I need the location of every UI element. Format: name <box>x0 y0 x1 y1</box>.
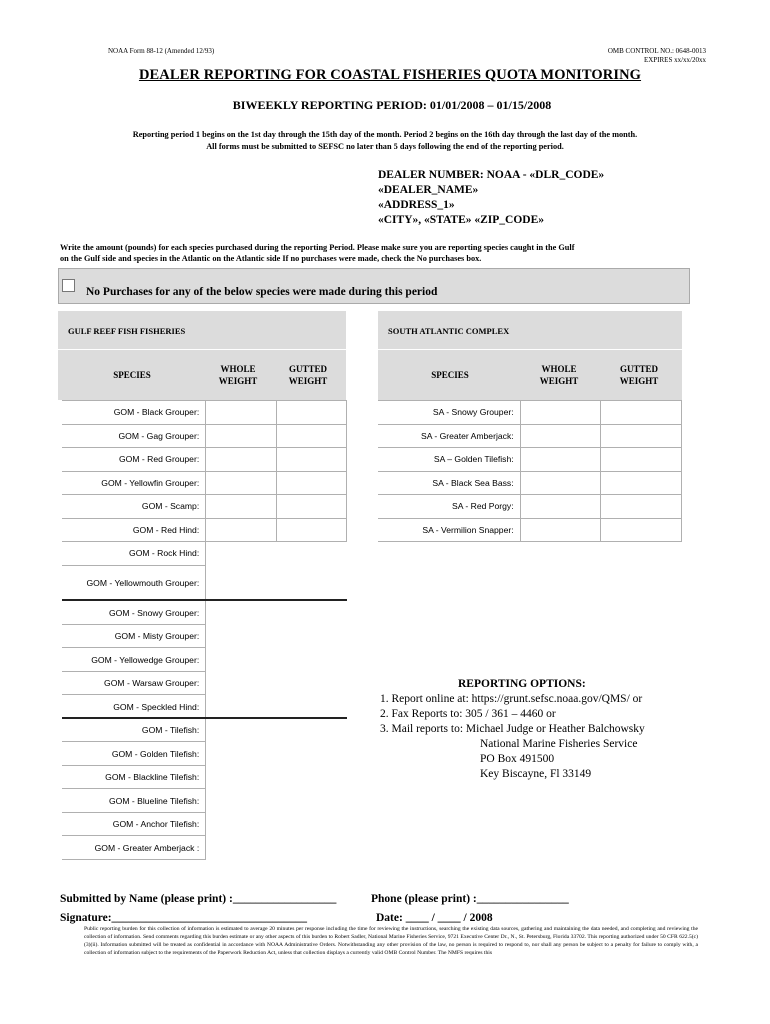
option-fax: 2. Fax Reports to: 305 / 361 – 4460 or <box>380 708 556 720</box>
gulf-row <box>62 836 347 860</box>
atlantic-species-label: SA - Vermilion Snapper: <box>378 518 520 542</box>
gulf-row <box>62 789 347 813</box>
gulf-row <box>62 401 347 425</box>
gulf-species-table <box>62 400 347 860</box>
atlantic-section-title: SOUTH ATLANTIC COMPLEX <box>388 326 510 336</box>
gulf-row <box>62 424 347 448</box>
gulf-species-label: GOM - Greater Amberjack : <box>62 836 206 860</box>
gulf-species-label: GOM - Warsaw Grouper: <box>62 671 206 695</box>
gulf-species-label: GOM - Yellowmouth Grouper: <box>62 565 206 601</box>
atlantic-row <box>378 424 682 448</box>
gulf-group-divider <box>62 599 347 601</box>
gulf-gutted-weight-input[interactable] <box>276 718 346 742</box>
atlantic-gutted-weight-input[interactable] <box>601 471 682 495</box>
gulf-gutted-weight-input[interactable] <box>276 789 346 813</box>
gulf-row <box>62 448 347 472</box>
gulf-row <box>62 518 347 542</box>
atlantic-species-label: SA – Golden Tilefish: <box>378 448 520 472</box>
gulf-gutted-weight-input[interactable] <box>276 542 346 566</box>
gulf-species-label: GOM - Black Grouper: <box>62 401 206 425</box>
atlantic-species-label: SA - Greater Amberjack: <box>378 424 520 448</box>
atlantic-gutted-weight-input[interactable] <box>601 448 682 472</box>
gulf-whole-weight-input[interactable] <box>206 518 276 542</box>
atlantic-whole-weight-input[interactable] <box>520 518 601 542</box>
gulf-row <box>62 542 347 566</box>
gulf-whole-weight-input[interactable] <box>206 401 276 425</box>
atlantic-species-label: SA - Red Porgy: <box>378 495 520 519</box>
gulf-species-label: GOM - Scamp: <box>62 495 206 519</box>
gulf-gutted-weight-input[interactable] <box>276 565 346 601</box>
gulf-gutted-weight-input[interactable] <box>276 812 346 836</box>
gulf-species-label: GOM - Yellowfin Grouper: <box>62 471 206 495</box>
atlantic-gutted-weight-input[interactable] <box>601 518 682 542</box>
dealer-address: «ADDRESS_1» <box>378 199 455 211</box>
gulf-whole-weight-input[interactable] <box>206 789 276 813</box>
gulf-gutted-weight-input[interactable] <box>276 765 346 789</box>
atlantic-row <box>378 518 682 542</box>
gulf-row <box>62 671 347 695</box>
instructions-line-2: on the Gulf side and species in the Atlantic on the Atlantic side If no purchases were made, check the No purchases box. <box>60 254 482 263</box>
atlantic-species-table <box>378 400 682 542</box>
mail-address-line-2: PO Box 491500 <box>480 753 555 765</box>
atlantic-gutted-weight-input[interactable] <box>601 401 682 425</box>
burden-statement: Public reporting burden for this collection of information is estimated to average 20 minutes per response including the time for reviewing the instructions, searching the existing data sources, gathering and maintaining the data needed, and completing and reviewing the collection of information. Send comments regarding this burden estimate or any other aspects of this burden to Robert Sadler, National Marine Fisheries Service, 9721 Executive Center Dr., N., St. Petersburg, Florida 33702. This reporting authorized under 50 CFR 622.5(c)(3)(ii). Information submitted will be treated as confidential in accordance with NOAA Administrative Orders. Notwithstanding any other provision of the law, no person is required to respond to, nor shall any person be subject to a penalty for failure to comply with, a collection of information subject to the requirements of the Paperwork Reduction Act, unless that collection displays a currently valid OMB Control Number. The NMFS requires this <box>84 926 698 956</box>
atlantic-row <box>378 471 682 495</box>
gulf-species-label: GOM - Red Hind: <box>62 518 206 542</box>
atlantic-whole-weight-input[interactable] <box>520 471 601 495</box>
gulf-gutted-weight-input[interactable] <box>276 624 346 648</box>
expires: EXPIRES xx/xx/20xx <box>643 56 706 64</box>
atlantic-row <box>378 448 682 472</box>
gulf-whole-weight-input[interactable] <box>206 648 276 672</box>
gulf-gutted-weight-input[interactable] <box>276 742 346 766</box>
gulf-row <box>62 765 347 789</box>
gulf-gutted-weight-input[interactable] <box>276 648 346 672</box>
gulf-row <box>62 742 347 766</box>
gulf-species-label: GOM - Golden Tilefish: <box>62 742 206 766</box>
gulf-whole-weight-input[interactable] <box>206 495 276 519</box>
gulf-row <box>62 601 347 625</box>
gulf-whole-weight-input[interactable] <box>206 565 276 601</box>
no-purchases-checkbox[interactable] <box>62 279 75 292</box>
gulf-whole-weight-input[interactable] <box>206 671 276 695</box>
gulf-gutted-weight-input[interactable] <box>276 401 346 425</box>
phone-field[interactable]: Phone (please print) :________________ <box>371 893 569 905</box>
gulf-whole-weight-input[interactable] <box>206 695 276 719</box>
gulf-col-whole: WHOLE WEIGHT <box>218 364 258 386</box>
gulf-whole-weight-input[interactable] <box>206 542 276 566</box>
gulf-species-label: GOM - Snowy Grouper: <box>62 601 206 625</box>
atlantic-species-label: SA - Black Sea Bass: <box>378 471 520 495</box>
atlantic-col-gutted: GUTTED WEIGHT <box>619 364 659 386</box>
option-online: 1. Report online at: https://grunt.sefsc.noaa.gov/QMS/ or <box>380 693 643 705</box>
gulf-species-label: GOM - Blackline Tilefish: <box>62 765 206 789</box>
options-title: REPORTING OPTIONS: <box>458 678 586 690</box>
gulf-species-label: GOM - Speckled Hind: <box>62 695 206 719</box>
gulf-row <box>62 495 347 519</box>
gulf-row <box>62 718 347 742</box>
form-number: NOAA Form 88-12 (Amended 12/93) <box>108 47 215 55</box>
instructions-line-1: Write the amount (pounds) for each species purchased during the reporting Period. Please make sure you are reporting species caught in the Gulf <box>60 243 575 252</box>
gulf-whole-weight-input[interactable] <box>206 742 276 766</box>
reporting-period: BIWEEKLY REPORTING PERIOD: 01/01/2008 – 01/15/2008 <box>232 98 552 112</box>
atlantic-whole-weight-input[interactable] <box>520 495 601 519</box>
gulf-gutted-weight-input[interactable] <box>276 518 346 542</box>
gulf-species-label: GOM - Misty Grouper: <box>62 624 206 648</box>
mail-address-line-1: National Marine Fisheries Service <box>480 738 638 750</box>
gulf-species-label: GOM - Blueline Tilefish: <box>62 789 206 813</box>
gulf-gutted-weight-input[interactable] <box>276 471 346 495</box>
dealer-number: DEALER NUMBER: NOAA - «DLR_CODE» <box>378 169 605 181</box>
atlantic-row <box>378 401 682 425</box>
gulf-col-species: SPECIES <box>113 370 151 380</box>
gulf-gutted-weight-input[interactable] <box>276 671 346 695</box>
dealer-block <box>378 168 604 228</box>
signature-field[interactable]: Signature:__________________________________ <box>60 912 308 924</box>
gulf-whole-weight-input[interactable] <box>206 836 276 860</box>
gulf-gutted-weight-input[interactable] <box>276 601 346 625</box>
atlantic-whole-weight-input[interactable] <box>520 401 601 425</box>
atlantic-gutted-weight-input[interactable] <box>601 495 682 519</box>
submitted-by-field[interactable]: Submitted by Name (please print) :__________________ <box>60 893 337 905</box>
gulf-species-label: GOM - Yellowedge Grouper: <box>62 648 206 672</box>
gulf-row <box>62 648 347 672</box>
atlantic-whole-weight-input[interactable] <box>520 424 601 448</box>
gulf-gutted-weight-input[interactable] <box>276 424 346 448</box>
gulf-row <box>62 624 347 648</box>
atlantic-row <box>378 495 682 519</box>
atlantic-species-label: SA - Snowy Grouper: <box>378 401 520 425</box>
atlantic-col-whole: WHOLE WEIGHT <box>539 364 579 386</box>
gulf-row <box>62 695 347 719</box>
atlantic-gutted-weight-input[interactable] <box>601 424 682 448</box>
mail-address-line-3: Key Biscayne, Fl 33149 <box>480 768 592 780</box>
atlantic-col-species: SPECIES <box>431 370 469 380</box>
gulf-section-title: GULF REEF FISH FISHERIES <box>68 326 186 336</box>
gulf-species-label: GOM - Rock Hind: <box>62 542 206 566</box>
gulf-whole-weight-input[interactable] <box>206 471 276 495</box>
gulf-whole-weight-input[interactable] <box>206 765 276 789</box>
gulf-gutted-weight-input[interactable] <box>276 836 346 860</box>
gulf-row <box>62 812 347 836</box>
atlantic-whole-weight-input[interactable] <box>520 448 601 472</box>
form-title: DEALER REPORTING FOR COASTAL FISHERIES QUOTA MONITORING <box>138 67 642 83</box>
dealer-city: «CITY», «STATE» «ZIP_CODE» <box>378 214 545 226</box>
gulf-species-label: GOM - Tilefish: <box>62 718 206 742</box>
period-note: Reporting period 1 begins on the 1st day through the 15th day of the month. Period 2 begins on the 16th day through the last day of the month. <box>132 130 638 139</box>
gulf-gutted-weight-input[interactable] <box>276 695 346 719</box>
gulf-whole-weight-input[interactable] <box>206 424 276 448</box>
no-purchases-label: No Purchases for any of the below species were made during this period <box>86 286 438 298</box>
reporting-options <box>380 692 645 782</box>
gulf-row <box>62 471 347 495</box>
dealer-name: «DEALER_NAME» <box>378 184 479 196</box>
gulf-col-gutted: GUTTED WEIGHT <box>288 364 328 386</box>
gulf-species-label: GOM - Gag Grouper: <box>62 424 206 448</box>
gulf-whole-weight-input[interactable] <box>206 812 276 836</box>
option-mail: 3. Mail reports to: Michael Judge or Heather Balchowsky <box>380 723 645 735</box>
gulf-species-label: GOM - Anchor Tilefish: <box>62 812 206 836</box>
gulf-whole-weight-input[interactable] <box>206 448 276 472</box>
gulf-group-divider <box>62 717 347 719</box>
gulf-species-label: GOM - Red Grouper: <box>62 448 206 472</box>
gulf-whole-weight-input[interactable] <box>206 624 276 648</box>
date-field[interactable]: Date: ____ / ____ / 2008 <box>376 912 493 924</box>
omb-control: OMB CONTROL NO.: 0648-0013 <box>607 47 706 55</box>
deadline-note: All forms must be submitted to SEFSC no later than 5 days following the end of the reporting period. <box>206 142 564 151</box>
instructions <box>60 242 740 264</box>
gulf-whole-weight-input[interactable] <box>206 718 276 742</box>
gulf-whole-weight-input[interactable] <box>206 601 276 625</box>
gulf-gutted-weight-input[interactable] <box>276 495 346 519</box>
gulf-row <box>62 565 347 601</box>
gulf-gutted-weight-input[interactable] <box>276 448 346 472</box>
